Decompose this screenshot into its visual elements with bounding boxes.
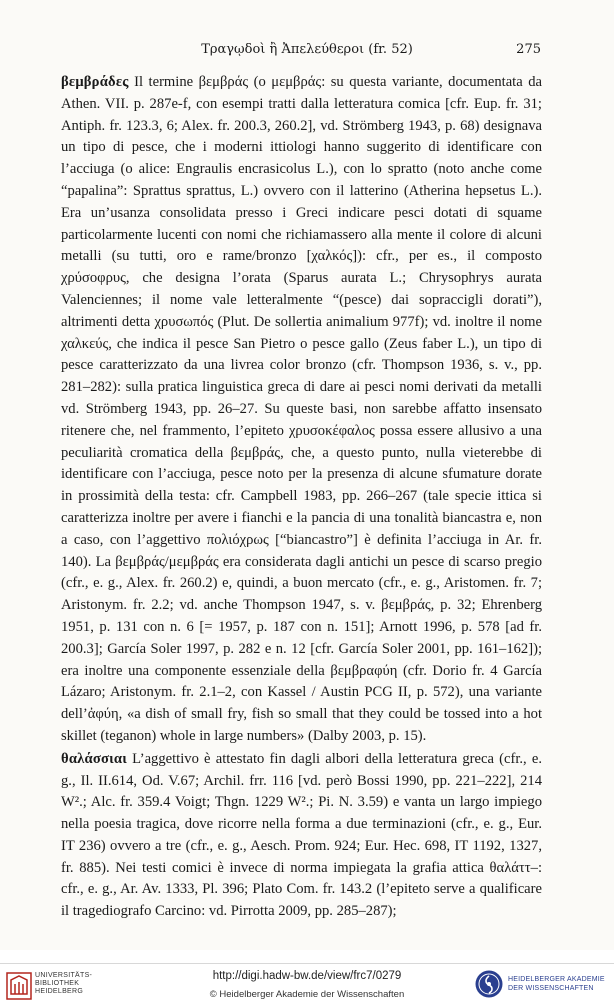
paragraph-text: L’aggettivo è attestato fin dagli albori della letteratura greca (cfr., e. g., Il. II.614, Od. V.67; Archil. frr. 116 [vd. però Bossi 1990, pp. 221–222], 214 W².; Alc. fr. 359.4 Voigt; Thgn. 1229 W².; Pi. N. 3.59) e vanta un largo impiego nella poesia tragica, dove ricorre nella forma a due terminazioni (cfr., e. g., Eur. IT 236) ovvero a tre (cfr., e. g., Aesch. Prom. 924; Eur. Hec. 698, IT 1192, 1327, fr. 885). Nei testi comici è invece di norma impiegata la grafia attica θαλάττ–: cfr., e. g., Ar. Av. 1333, Pl. 396; Plato Com. fr. 143.2 (l’epiteto serve a qualificare il tragediografo Carcino: vd. Pirrotta 2009, pp. 285–287); [61,750,542,920]
academy-name: HEIDELBERGER AKADEMIE DER WISSENSCHAFTEN [508,976,605,992]
copyright-notice: © Heidelberger Akademie der Wissenschaften [209,989,405,1000]
paragraph-bembrades [61,72,542,748]
page-number: 275 [516,42,541,57]
lemma: θαλάσσιαι [61,750,127,767]
page-header [0,42,614,60]
paragraph-text: Il termine βεμβράς (o μεμβράς: su questa variante, documentata da Athen. VII. p. 287e-f, con esempi tratti dalla letteratura comica [cfr. Eup. fr. 31; Antiph. fr. 123.3, 6; Alex. fr. 200.3, 260.2], vd. Strömberg 1943, p. 68) designava un tipo di pesce, che i moderni ittiologi hanno suggerito di identificare con l’acciuga (o alice: Engraulis encrasicolus L.), con lo spratto (noto anche come “papalina”: Sprattus sprattus, L.) ovvero con il latterino (Atherina hepsetus L.). Era un’usanza consolidata presso i Greci indicare pesci dotati di squame particolarmente lucenti con nomi che richiamassero alla mente il colore di alcuni metalli (su tutti, oro e rame/bronzo [χαλκός]): cfr., per es., il composto χρύσοφρυς, che designa l’orata (Sparus aurata L.; Chrysophrys aurata Valenciennes; il nome vale letteralmente “(pesce) dai sopraccigli dorati”), altrimenti detta χρυσωπός (Plut. De sollertia animalium 977f); vd. inoltre il nome χαλκεύς, che indica il pesce San Pietro o pesce gallo (Zeus faber L.), un tipo di pesce caratterizzato da una livrea color bronzo (cfr. Thompson 1936, s. v., pp. 281–282): sulla pratica linguistica greca di dare ai pesci nomi derivati da metalli vd. Strömberg 1943, pp. 26–27. Su queste basi, non sarebbe affatto insensato ritenere che, nel frammento, l’epiteto χρυσοκέφαλος possa essere allusivo a una peculiarità cromatica della βεμβράς, che, a questo punto, nulla vieterebbe di identificare con l’acciuga, pesce noto per la presenza di alcune sfumature dorate in prossimità della testa: cfr. Campbell 1983, pp. 266–267 (tale specie ittica si caratterizza inoltre per avere i fianchi e la pancia di una tonalità biancastra e, non a caso, con l’aggettivo πολιόχρως [“biancastro”] è definita l’acciuga in Ar. fr. 140). La βεμβράς/μεμβράς era considerata dagli antichi un pesce di scarso pregio (cfr., e. g., Alex. fr. 260.2) e, quindi, a buon mercato (cfr., e. g., Aristomen. fr. 7; Aristonym. fr. 2.2; vd. anche Thompson 1947, s. v. βεμβράς, p. 32; Ehrenberg 1951, p. 131 con n. 6 [= 1957, p. 187 con n. 151]; Arnott 1996, p. 578 [ad fr. 200.3]; García Soler 1997, p. 282 e n. 12 [cfr. García Soler 2001, pp. 161–162]); era inoltre una componente essenziale della βεμβραφύη (cfr. Dorio fr. 4 García Lázaro; Aristonym. fr. 2.1–2, con Kassel / Austin PCG II, p. 572), una variante dell’ἀφύη, «a dish of small fry, fish so small that they could be tossed into a hot skillet (teganon) whole in large numbers» (Dalby 2003, p. 15). [61,74,542,744]
running-title: Τραγῳδοὶ ἢ Ἀπελεύθεροι (fr. 52) [201,42,413,57]
body-text [61,72,542,923]
paragraph-thalassiai [61,749,542,923]
academy-seal-icon [474,969,504,999]
library-name: UNIVERSITÄTS- BIBLIOTHEK HEIDELBERG [35,972,93,995]
lemma: βεμβράδες [61,74,129,90]
viewer-footer [0,963,614,1007]
permalink-url[interactable]: http://digi.hadw-bw.de/view/frc7/0279 [212,970,402,982]
